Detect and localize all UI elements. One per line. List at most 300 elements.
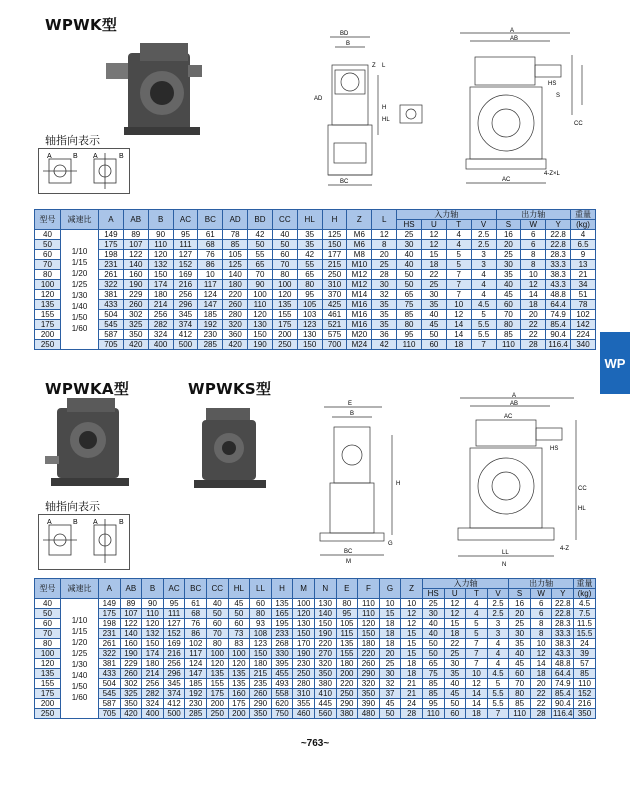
table-cell: 30 — [444, 659, 466, 669]
table-cell: 78 — [223, 230, 248, 240]
table-cell: 22 — [521, 330, 546, 340]
table-cell: 90 — [142, 599, 164, 609]
table-cell: 21 — [401, 679, 423, 689]
table-cell: 155 — [272, 310, 297, 320]
table-cell: 95 — [397, 330, 422, 340]
table-cell: 6 — [521, 240, 546, 250]
table-cell: 10 — [198, 270, 223, 280]
dim-ab-2: AB — [510, 401, 519, 407]
table-cell: 48.8 — [552, 659, 574, 669]
ratio-value: 1/50 — [71, 312, 88, 322]
table-cell: 120 — [206, 659, 228, 669]
table-cell: 296 — [163, 669, 185, 679]
table-cell: 10 — [530, 639, 552, 649]
table-cell: 4.5 — [574, 599, 596, 609]
th-output-shaft-2: 出力轴 — [509, 579, 574, 589]
table-cell: 110 — [358, 599, 380, 609]
table-cell: 180 — [358, 639, 380, 649]
table-cell: 111 — [173, 240, 198, 250]
th-bc: BC — [198, 210, 223, 230]
th-weight-2: 重量 — [574, 579, 596, 589]
table-cell: 175 — [272, 320, 297, 330]
wpwk-table-body — [35, 230, 596, 350]
table-cell: 175 — [99, 240, 124, 250]
table-cell: 20 — [509, 609, 531, 619]
th-m: M — [293, 579, 315, 599]
table-cell: 65 — [248, 260, 273, 270]
th-w-2: W — [530, 589, 552, 599]
table-cell: 150 — [148, 270, 173, 280]
table-cell: 12 — [421, 240, 446, 250]
table-cell: 200 — [228, 709, 250, 719]
table-cell: 40 — [496, 280, 521, 290]
dim-ac: AC — [502, 177, 511, 183]
ratio-value: 1/20 — [71, 268, 88, 278]
axis-direction-icon — [39, 149, 129, 193]
th-b: B — [148, 210, 173, 230]
table-cell: 374 — [173, 320, 198, 330]
ratio-cell — [61, 599, 99, 719]
table-cell: 28 — [372, 270, 397, 280]
table-cell: 190 — [314, 629, 336, 639]
table-cell: 4 — [446, 230, 471, 240]
table-cell: 7 — [471, 340, 496, 350]
table-cell: 149 — [99, 599, 121, 609]
table-cell: 5 — [446, 260, 471, 270]
table-cell: 493 — [271, 679, 293, 689]
table-row — [35, 230, 596, 240]
table-cell: 122 — [123, 250, 148, 260]
table-cell: 116.4 — [553, 709, 573, 718]
table-cell: 155 — [336, 649, 358, 659]
table-cell: 6 — [530, 609, 552, 619]
dim-z: Z — [372, 63, 376, 69]
th-hs-2: HS — [422, 589, 444, 599]
table-cell: 250 — [35, 340, 61, 350]
dim-cc-2: CC — [578, 486, 587, 492]
table-cell: 3 — [487, 629, 509, 639]
ratio-value: 1/20 — [71, 637, 88, 647]
table-cell: 12 — [401, 609, 423, 619]
ratio-value: 1/30 — [71, 659, 88, 669]
table-cell: 43.3 — [552, 649, 574, 659]
table-cell: 50 — [421, 330, 446, 340]
table-cell: 107 — [120, 609, 142, 619]
th-hs: HS — [397, 220, 422, 230]
table-cell: 80 — [336, 599, 358, 609]
table-cell: 160 — [120, 639, 142, 649]
table-cell: 270 — [314, 649, 336, 659]
dim-4z: 4-Z — [560, 546, 569, 552]
table-cell: 74.9 — [552, 679, 574, 689]
table-cell: 220 — [314, 639, 336, 649]
table-cell: 135 — [35, 300, 61, 310]
table-cell: 25 — [509, 619, 531, 629]
table-cell: 290 — [250, 699, 272, 709]
table-cell: M16 — [347, 310, 372, 320]
table-cell: 169 — [173, 270, 198, 280]
table-cell: 200 — [272, 330, 297, 340]
table-cell: 4 — [471, 270, 496, 280]
bottom-axis-caption: 轴指向表示 — [45, 500, 100, 513]
dim-cc: CC — [574, 121, 583, 127]
table-cell: 110 — [509, 709, 531, 719]
table-cell: 152 — [173, 260, 198, 270]
table-cell: 220 — [223, 290, 248, 300]
table-cell: 340 — [571, 340, 596, 350]
table-cell: 122 — [120, 619, 142, 629]
table-cell: 12 — [521, 280, 546, 290]
table-cell: 500 — [173, 340, 198, 350]
table-cell: 85 — [422, 679, 444, 689]
table-cell: 285 — [185, 709, 207, 719]
table-cell: 180 — [223, 280, 248, 290]
table-cell: 105 — [297, 300, 322, 310]
th-n: N — [314, 579, 336, 599]
table-cell: 108 — [250, 629, 272, 639]
dim-a-2: A — [512, 393, 517, 399]
table-cell: 80 — [297, 280, 322, 290]
wpwk-spec-table — [34, 209, 596, 350]
table-cell: 380 — [336, 709, 358, 719]
table-cell: 150 — [293, 629, 315, 639]
table-cell: 260 — [250, 689, 272, 699]
table-cell: 324 — [148, 330, 173, 340]
table-cell: 231 — [99, 260, 124, 270]
table-cell: 320 — [314, 659, 336, 669]
table-cell: 12 — [466, 679, 488, 689]
table-cell: 65 — [297, 270, 322, 280]
table-cell: 135 — [271, 599, 293, 609]
table-cell: 185 — [198, 310, 223, 320]
table-cell: 12 — [530, 649, 552, 659]
table-cell: 38.3 — [546, 270, 571, 280]
table-cell: 35 — [372, 310, 397, 320]
table-cell: 230 — [198, 330, 223, 340]
table-cell: 65 — [422, 659, 444, 669]
table-cell: 545 — [99, 320, 124, 330]
table-cell: 60 — [496, 300, 521, 310]
th-bd: BD — [248, 210, 273, 230]
table-cell: 174 — [142, 649, 164, 659]
table-cell: 256 — [173, 290, 198, 300]
ratio-value: 1/50 — [71, 681, 88, 691]
table-cell: 50 — [272, 240, 297, 250]
table-cell: 50 — [422, 649, 444, 659]
table-cell: 33.3 — [546, 260, 571, 270]
table-cell: 117 — [185, 649, 207, 659]
dim-m: M — [346, 559, 351, 565]
table-cell: 120 — [248, 310, 273, 320]
th-v-2: V — [487, 589, 509, 599]
table-cell: 425 — [322, 300, 347, 310]
dim-n: N — [502, 562, 507, 568]
table-cell: 80 — [250, 609, 272, 619]
table-cell: 102 — [571, 310, 596, 320]
table-cell: 10 — [466, 669, 488, 679]
table-cell: 180 — [250, 659, 272, 669]
table-cell: 45 — [509, 659, 531, 669]
table-cell: 35 — [372, 300, 397, 310]
table-row — [35, 260, 596, 270]
dim-bc: BC — [340, 179, 349, 185]
table-cell: 412 — [163, 699, 185, 709]
table-cell: 4 — [471, 280, 496, 290]
table-cell: 6 — [530, 599, 552, 609]
table-cell: 18 — [379, 639, 401, 649]
table-cell: 192 — [198, 320, 223, 330]
table-cell: 260 — [358, 659, 380, 669]
page-number: ~763~ — [300, 738, 330, 749]
table-cell: M16 — [347, 320, 372, 330]
table-cell: 35 — [297, 240, 322, 250]
table-cell: 190 — [293, 649, 315, 659]
wpwk-photo — [100, 35, 230, 140]
table-cell: 80 — [35, 639, 61, 649]
table-cell: 40 — [422, 619, 444, 629]
table-cell: 460 — [293, 709, 315, 719]
table-cell: 4.5 — [487, 669, 509, 679]
table-cell: 22 — [530, 699, 552, 709]
table-cell: 45 — [444, 689, 466, 699]
dim-h: H — [382, 105, 387, 111]
table-cell: 9 — [571, 250, 596, 260]
table-cell: 261 — [99, 270, 124, 280]
table-cell: 445 — [314, 699, 336, 709]
table-cell: 127 — [173, 250, 198, 260]
table-cell: 123 — [250, 639, 272, 649]
table-cell: 420 — [120, 709, 142, 719]
th-model: 型号 — [35, 210, 61, 230]
table-cell: 18 — [466, 709, 488, 719]
th-weight: 重量 — [571, 210, 596, 220]
table-cell: M12 — [347, 270, 372, 280]
table-cell: 545 — [99, 689, 121, 699]
table-row — [35, 709, 596, 719]
table-cell: 60 — [509, 669, 531, 679]
ratio-value: 1/40 — [71, 670, 88, 680]
th-v: V — [471, 220, 496, 230]
table-cell: 85 — [422, 689, 444, 699]
table-cell: 7 — [446, 290, 471, 300]
table-cell: 110 — [422, 709, 444, 719]
table-cell: 42 — [248, 230, 273, 240]
table-cell: 135 — [336, 639, 358, 649]
table-cell: 130 — [293, 619, 315, 629]
table-row — [35, 659, 596, 669]
table-cell: 90.4 — [546, 330, 571, 340]
table-cell: 35 — [509, 639, 531, 649]
table-cell: M20 — [347, 330, 372, 340]
table-cell: 30 — [421, 290, 446, 300]
th-input-shaft: 入力轴 — [397, 210, 496, 220]
table-cell: 30 — [397, 240, 422, 250]
table-cell: 150 — [142, 639, 164, 649]
wpwka-front-drawing — [310, 395, 430, 565]
table-cell: 6 — [521, 230, 546, 240]
table-cell: 110 — [148, 240, 173, 250]
table-cell: 30 — [422, 609, 444, 619]
table-row — [35, 340, 596, 350]
table-cell: 85 — [397, 310, 422, 320]
table-cell: 28 — [530, 709, 552, 719]
table-cell: 14 — [521, 290, 546, 300]
table-cell: 268 — [271, 639, 293, 649]
table-cell: 21 — [571, 270, 596, 280]
table-cell: 120 — [142, 619, 164, 629]
th-w: W — [521, 220, 546, 230]
table-cell: 130 — [248, 320, 273, 330]
table-cell: M6 — [347, 240, 372, 250]
table-cell: 116.4 — [546, 340, 571, 350]
table-cell: 16 — [496, 230, 521, 240]
table-cell: M14 — [347, 290, 372, 300]
table-cell: 200 — [206, 699, 228, 709]
table-cell: 35 — [496, 270, 521, 280]
table-cell: 310 — [322, 280, 347, 290]
table-row — [35, 609, 596, 619]
table-cell: 575 — [322, 330, 347, 340]
table-cell: 345 — [173, 310, 198, 320]
table-cell: 175 — [35, 689, 61, 699]
table-cell: 150 — [250, 649, 272, 659]
table-cell: 90.4 — [552, 699, 574, 709]
table-cell: 350 — [314, 669, 336, 679]
table-cell: 15 — [401, 629, 423, 639]
table-cell: 290 — [336, 699, 358, 709]
table-cell: 15.5 — [574, 629, 596, 639]
table-cell: M6 — [347, 230, 372, 240]
th-e: E — [336, 579, 358, 599]
th-y-2: Y — [552, 589, 574, 599]
table-cell: 22 — [530, 689, 552, 699]
table-cell: 5.5 — [487, 699, 509, 709]
table-cell: 120 — [293, 609, 315, 619]
table-cell: 7.5 — [574, 609, 596, 619]
table-cell: 250 — [272, 340, 297, 350]
table-cell: 18 — [446, 340, 471, 350]
table-cell: 28 — [521, 340, 546, 350]
table-cell: 105 — [223, 250, 248, 260]
table-cell: 2.5 — [471, 230, 496, 240]
table-cell: 107 — [123, 240, 148, 250]
table-cell: 325 — [120, 689, 142, 699]
table-cell: 231 — [99, 629, 121, 639]
table-cell: 195 — [271, 619, 293, 629]
table-cell: 3 — [471, 260, 496, 270]
table-cell: 7 — [446, 280, 471, 290]
table-cell: 33.3 — [552, 629, 574, 639]
th-u: U — [421, 220, 446, 230]
table-cell: 132 — [148, 260, 173, 270]
table-cell: 83 — [228, 639, 250, 649]
table-cell: 302 — [120, 679, 142, 689]
dim-b: B — [346, 41, 351, 47]
th-ratio-2: 减速比 — [61, 579, 99, 599]
table-cell: 412 — [173, 330, 198, 340]
table-cell: 4 — [487, 639, 509, 649]
table-row — [35, 240, 596, 250]
th-cc-2: CC — [206, 579, 228, 599]
bottom-axis-direction-box — [38, 514, 130, 570]
table-cell: 4 — [571, 230, 596, 240]
table-cell: 149 — [99, 230, 124, 240]
table-cell: 22.8 — [552, 599, 574, 609]
table-cell: 42 — [372, 340, 397, 350]
table-cell: 28.3 — [552, 619, 574, 629]
table-cell: 2.5 — [471, 240, 496, 250]
table-row — [35, 649, 596, 659]
th-b-2: B — [142, 579, 164, 599]
table-cell: 36 — [372, 330, 397, 340]
table-cell: 260 — [123, 300, 148, 310]
svg-text:B: B — [119, 153, 124, 160]
table-cell: 8 — [530, 629, 552, 639]
table-cell: 330 — [271, 649, 293, 659]
table-cell: 215 — [250, 669, 272, 679]
ratio-value: 1/15 — [71, 257, 88, 267]
table-cell: 390 — [358, 699, 380, 709]
table-cell: 18 — [421, 260, 446, 270]
th-model-2: 型号 — [35, 579, 61, 599]
table-cell: 45 — [421, 320, 446, 330]
table-cell: 355 — [293, 699, 315, 709]
table-cell: 60 — [35, 619, 61, 629]
table-cell: 25 — [372, 260, 397, 270]
dim-ab: AB — [510, 36, 519, 42]
svg-text:A: A — [93, 519, 98, 526]
table-cell: 18 — [401, 669, 423, 679]
table-cell: 42 — [297, 250, 322, 260]
table-cell: 28.3 — [546, 250, 571, 260]
table-cell: 381 — [99, 290, 124, 300]
table-cell: 78 — [571, 300, 596, 310]
table-cell: 250 — [35, 709, 61, 719]
table-cell: 220 — [358, 649, 380, 659]
table-cell: 80 — [206, 639, 228, 649]
svg-text:B: B — [73, 519, 78, 526]
table-cell: 16 — [509, 599, 531, 609]
table-cell: 120 — [272, 290, 297, 300]
table-cell: 7 — [466, 649, 488, 659]
table-cell: 230 — [185, 699, 207, 709]
table-cell: 5 — [471, 310, 496, 320]
table-cell: 200 — [35, 699, 61, 709]
table-cell: 120 — [148, 250, 173, 260]
table-cell: 90 — [248, 280, 273, 290]
table-cell: 25 — [422, 599, 444, 609]
table-cell: 10 — [521, 270, 546, 280]
table-cell: 40 — [397, 260, 422, 270]
table-cell: 35 — [372, 320, 397, 330]
table-cell: 5 — [487, 679, 509, 689]
svg-text:B: B — [119, 519, 124, 526]
table-cell: 64.4 — [546, 300, 571, 310]
table-cell: 117 — [198, 280, 223, 290]
table-cell: 2.5 — [487, 599, 509, 609]
table-cell: 455 — [271, 669, 293, 679]
table-row — [35, 619, 596, 629]
table-cell: 350 — [250, 709, 272, 719]
table-cell: 130 — [314, 599, 336, 609]
table-cell: 132 — [142, 629, 164, 639]
table-cell: 95 — [336, 609, 358, 619]
table-cell: 2.5 — [487, 609, 509, 619]
table-cell: 280 — [293, 679, 315, 689]
table-cell: 110 — [248, 300, 273, 310]
table-cell: 433 — [99, 300, 124, 310]
table-cell: 40 — [397, 250, 422, 260]
